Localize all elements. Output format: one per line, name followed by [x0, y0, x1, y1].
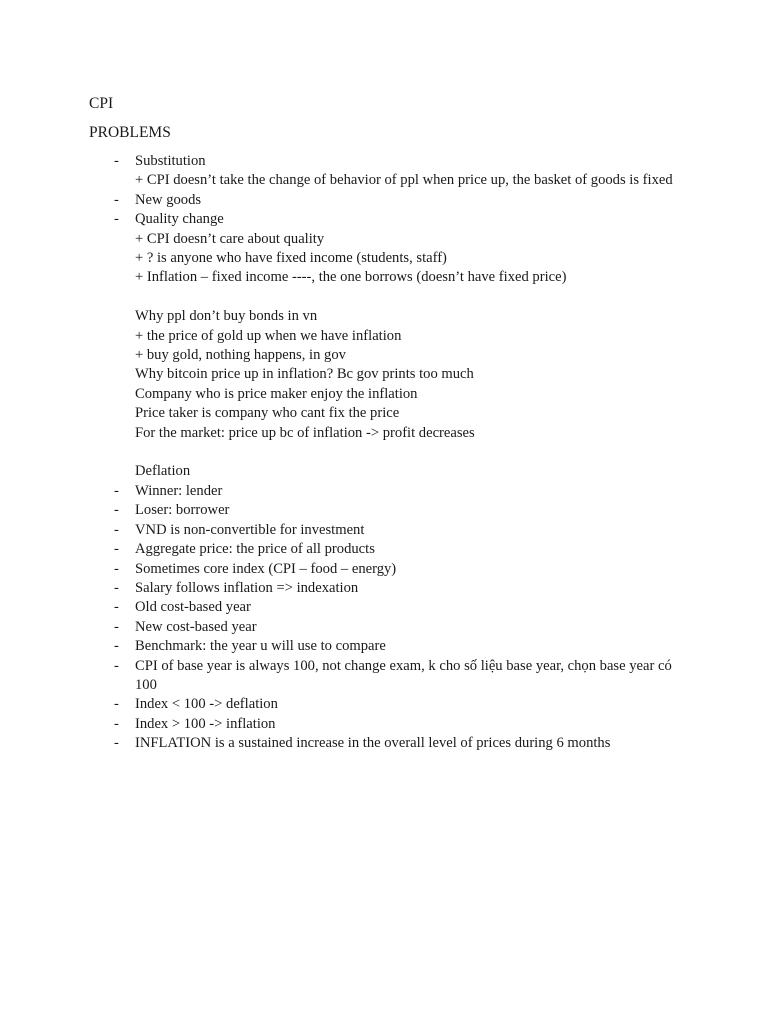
note-text: Why bitcoin price up in inflation? Bc gov prints too much	[135, 366, 474, 383]
document-title: CPI	[89, 95, 114, 112]
bullet-dash: -	[114, 482, 119, 499]
note-text: Sometimes core index (CPI – food – energy)	[135, 560, 397, 577]
note-text: Loser: borrower	[135, 502, 230, 519]
note-text: + ? is anyone who have fixed income (students, staff)	[135, 250, 447, 267]
note-text: New goods	[135, 191, 202, 208]
note-text: For the market: price up bc of inflation -> profit decreases	[135, 424, 475, 441]
note-line	[89, 385, 689, 404]
note-text: Index < 100 -> deflation	[135, 696, 278, 713]
bullet-dash: -	[114, 657, 119, 674]
note-text: New cost-based year	[135, 618, 257, 635]
note-text: Substitution	[135, 153, 206, 169]
note-line	[89, 424, 689, 443]
note-line	[89, 404, 689, 423]
bullet-dash: -	[114, 618, 119, 635]
note-text: + CPI doesn’t take the change of behavior of ppl when price up, the basket of goods is fixed	[135, 172, 673, 189]
note-text: Deflation	[135, 463, 191, 480]
bullet-item	[89, 579, 689, 598]
bullet-dash: -	[114, 560, 119, 577]
note-text: + the price of gold up when we have inflation	[135, 327, 402, 344]
note-text: + buy gold, nothing happens, in gov	[135, 347, 346, 364]
bullet-dash: -	[114, 211, 119, 228]
note-text: VND is non-convertible for investment	[135, 521, 365, 538]
bullet-item	[89, 191, 689, 210]
bullet-item	[89, 657, 689, 696]
bullet-item	[89, 618, 689, 637]
note-text: INFLATION is a sustained increase in the overall level of prices during 6 months	[135, 735, 611, 752]
note-text: Old cost-based year	[135, 599, 251, 616]
notes-list	[89, 152, 689, 754]
blank-line	[89, 288, 689, 307]
bullet-dash: -	[114, 599, 119, 616]
bullet-dash: -	[114, 191, 119, 208]
note-text: Company who is price maker enjoy the inflation	[135, 385, 418, 402]
note-line	[89, 327, 689, 346]
bullet-item	[89, 637, 689, 656]
bullet-item	[89, 560, 689, 579]
bullet-item	[89, 734, 689, 753]
blank-line	[89, 443, 689, 462]
note-line	[89, 171, 689, 190]
note-text: Quality change	[135, 211, 224, 228]
note-line	[89, 249, 689, 268]
note-text: + CPI doesn’t care about quality	[135, 230, 325, 247]
note-line	[89, 346, 689, 365]
note-line	[89, 268, 689, 287]
bullet-dash: -	[114, 638, 119, 655]
note-text: + Inflation – fixed income ----, the one borrows (doesn’t have fixed price)	[135, 269, 567, 286]
bullet-dash: -	[114, 735, 119, 752]
bullet-dash: -	[114, 696, 119, 713]
note-text: Why ppl don’t buy bonds in vn	[135, 308, 318, 325]
bullet-item	[89, 598, 689, 617]
note-line	[89, 462, 689, 481]
note-text: Salary follows inflation => indexation	[135, 579, 359, 596]
note-line	[89, 230, 689, 249]
note-text: CPI of base year is always 100, not change exam, k cho số liệu base year, chọn base year có 100	[135, 657, 672, 693]
bullet-item	[89, 210, 689, 229]
bullet-dash: -	[114, 579, 119, 596]
note-text: Winner: lender	[135, 482, 223, 499]
note-text: Aggregate price: the price of all products	[135, 541, 375, 558]
bullet-dash: -	[114, 153, 119, 169]
note-line	[89, 307, 689, 326]
bullet-item	[89, 482, 689, 501]
bullet-dash: -	[114, 541, 119, 558]
bullet-item	[89, 695, 689, 714]
note-text: Price taker is company who cant fix the price	[135, 405, 400, 422]
bullet-item	[89, 521, 689, 540]
note-text: Benchmark: the year u will use to compare	[135, 638, 386, 655]
note-line	[89, 365, 689, 384]
bullet-item	[89, 715, 689, 734]
bullet-item	[89, 501, 689, 520]
note-text: Index > 100 -> inflation	[135, 715, 276, 732]
bullet-dash: -	[114, 521, 119, 538]
bullet-dash: -	[114, 502, 119, 519]
section-heading: PROBLEMS	[89, 124, 171, 141]
bullet-item	[89, 540, 689, 559]
bullet-item	[89, 152, 689, 171]
bullet-dash: -	[114, 715, 119, 732]
